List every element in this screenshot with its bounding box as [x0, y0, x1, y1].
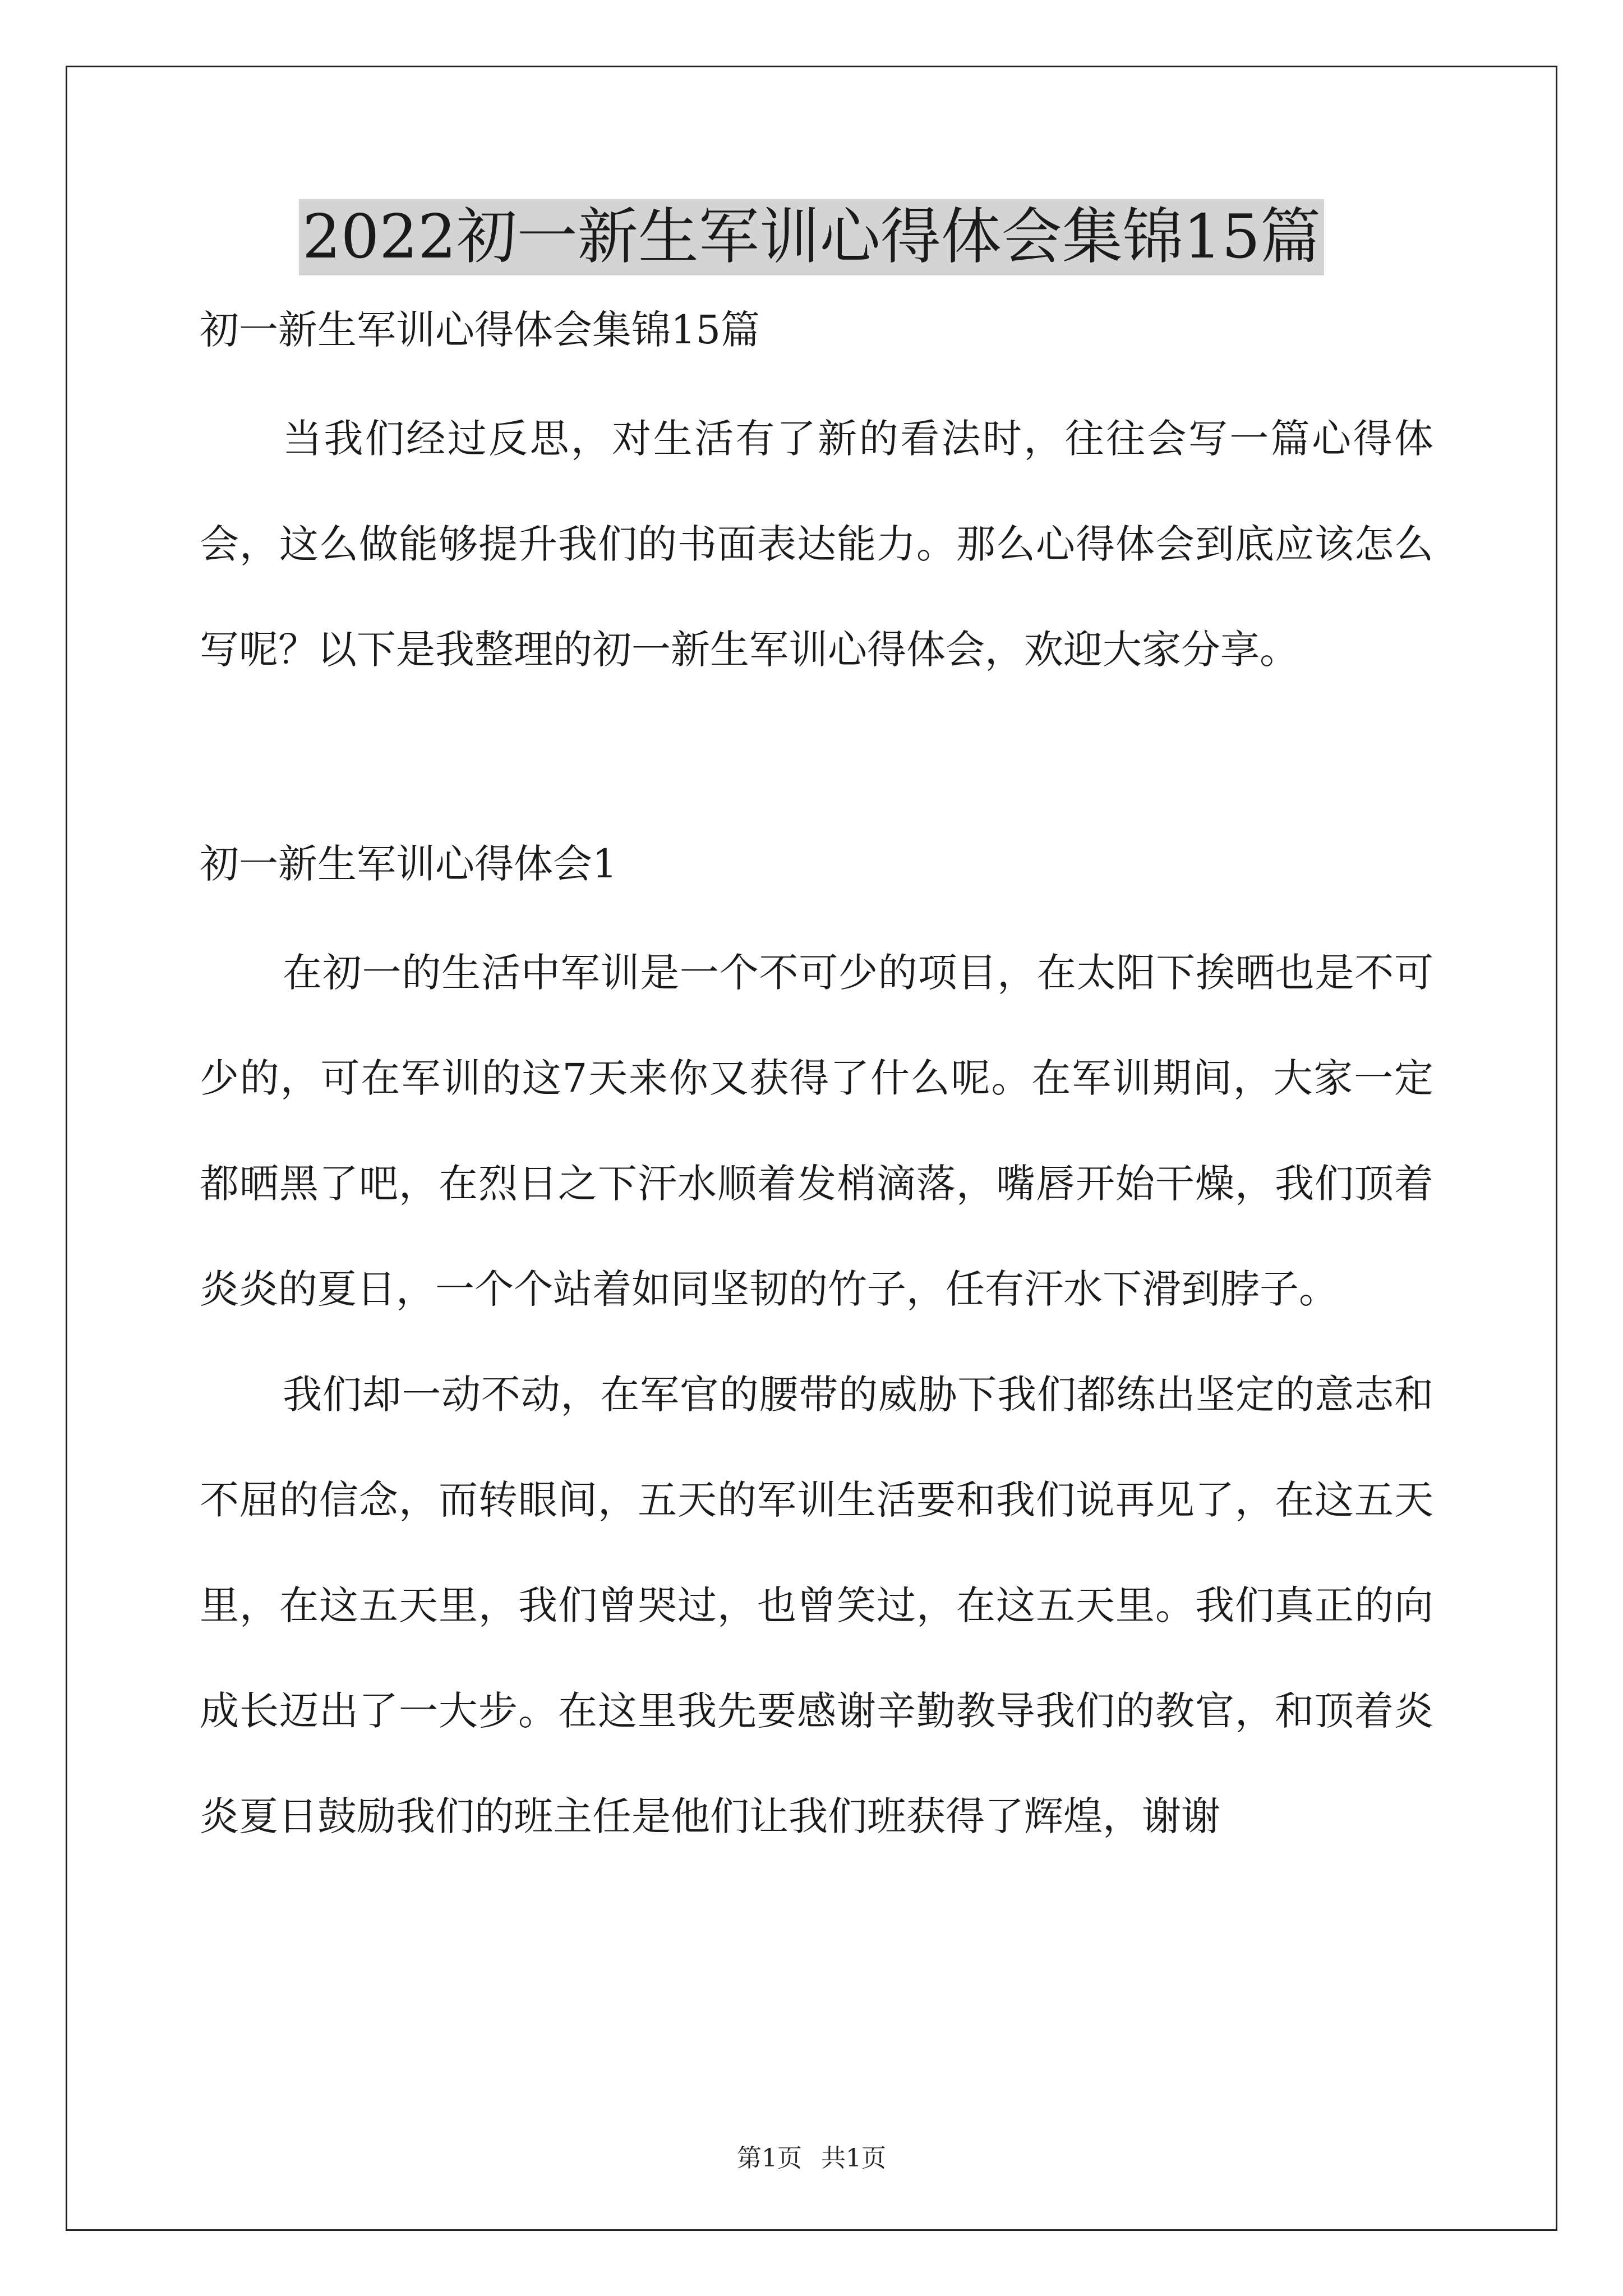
- page-number-total: 共1页: [821, 2144, 886, 2173]
- document-subtitle: 初一新生军训心得体会集锦15篇: [200, 307, 760, 353]
- page-footer: [0, 2142, 1623, 2175]
- section1-paragraph-2: 我们却一动不动，在军官的腰带的威胁下我们都练出坚定的意志和不屈的信念，而转眼间，五天的军训生活要和我们说再见了，在这五天里，在这五天里，我们曾哭过，也曾笑过，在这五天里。我们真正的向成长迈出了一大步。在这里我先要感谢辛勤教导我们的教官，和顶着炎炎夏日鼓励我们的班主任是他们让我们班获得了辉煌，谢谢: [200, 1372, 1433, 1839]
- section1-paragraph-1: 在初一的生活中军训是一个不可少的项目，在太阳下挨晒也是不可少的，可在军训的这7天来你又获得了什么呢。在军训期间，大家一定都晒黑了吧，在烈日之下汗水顺着发梢滴落，嘴唇开始干燥，我们顶着炎炎的夏日，一个个站着如同坚韧的竹子，任有汗水下滑到脖子。: [200, 950, 1433, 1312]
- intro-paragraph: 当我们经过反思，对生活有了新的看法时，往往会写一篇心得体会，这么做能够提升我们的书面表达能力。那么心得体会到底应该怎么写呢？以下是我整理的初一新生军训心得体会，欢迎大家分享。: [200, 416, 1433, 673]
- document-body: [200, 303, 1433, 1869]
- page-number-current: 第1页: [737, 2144, 802, 2173]
- title-container: [0, 199, 1623, 275]
- document-title: 2022初一新生军训心得体会集锦15篇: [299, 199, 1324, 275]
- section-heading-1: 初一新生军训心得体会1: [200, 841, 617, 887]
